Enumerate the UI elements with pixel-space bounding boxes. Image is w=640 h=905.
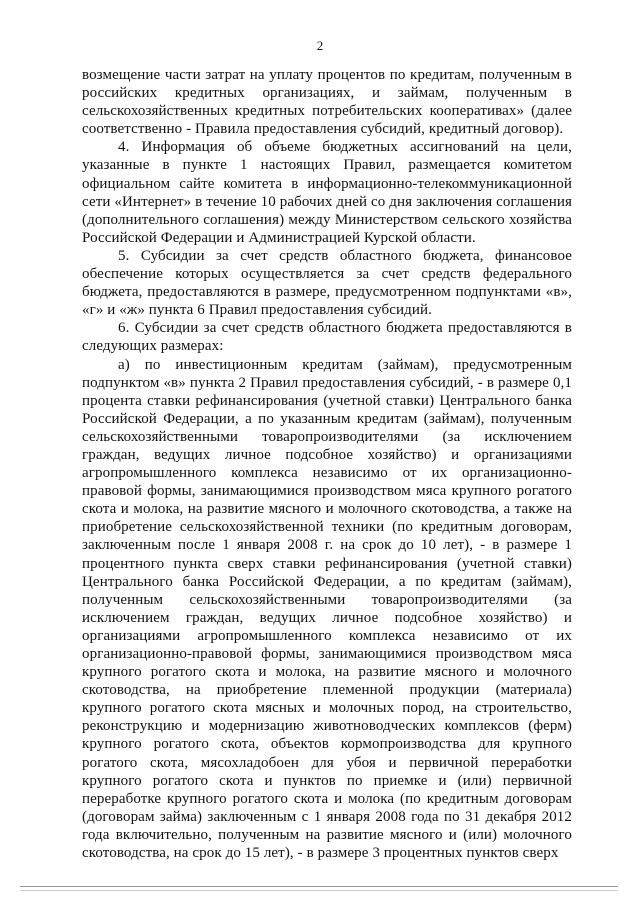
paragraph-continued: возмещение части затрат на уплату процентов по кредитам, полученным в российских кредитных организациях, и займам, полученным в сельскохозяйственных кредитных потребительских кооперативах» (далее соответственно - Правила предоставления субсидий, кредитный договор). <box>82 67 572 138</box>
scan-edge-line <box>20 886 618 887</box>
page-number: 2 <box>316 38 324 53</box>
paragraph-6a: а) по инвестиционным кредитам (займам), предусмотренным подпунктом «в» пункта 2 Правил предоставления субсидий, - в размере 0,1 процента ставки рефинансирования (учетной ставки) Центрального банка Российской Федерации, а по указанным кредитам (займам), полученным сельскохозяйственными товаропроизводителями (за исключением граждан, ведущих личное подсобное хозяйство) и организациями агропромышленного комплекса независимо от их организационно-правовой формы, занимающимися производством мяса крупного рогатого скота и молока, на развитие мясного и молочного скотоводства, а также на приобретение сельскохозяйственной техники (по кредитным договорам, заключенным после 1 января 2008 г. на срок до 10 лет), - в размере 1 процентного пункта сверх ставки рефинансирования (учетной ставки) Центрального банка Российской Федерации, а по кредитам (займам), полученным сельскохозяйственными товаропроизводителями (за исключением граждан, ведущих личное подсобное хозяйство) и организациями агропромышленного комплекса независимо от их организационно-правовой формы, занимающимися производством мяса крупного рогатого скота и молока, на развитие мясного и молочного скотоводства, на приобретение племенной продукции (материала) крупного рогатого скота мясных и молочных пород, на строительство, реконструкцию и модернизацию животноводческих комплексов (ферм) крупного рогатого скота, объектов кормопроизводства для крупного рогатого скота, мясохладобоен для убоя и первичной переработки крупного рогатого скота и пунктов по приемке и (или) первичной переработке крупного рогатого скота и молока (по кредитным договорам (договорам займа) заключенным с 1 января 2008 года по 31 декабря 2012 года включительно, полученным на развитие мясного и (или) молочного скотоводства, на срок до 15 лет), - в размере 3 процентных пунктов сверх <box>82 356 572 862</box>
document-body <box>82 66 572 862</box>
paragraph-4: 4. Информация об объеме бюджетных ассигнований на цели, указанные в пункте 1 настоящих Правил, размещается комитетом официальном сайте комитета в информационно-телекоммуникационной сети «Интернет» в течение 10 рабочих дней со дня заключения соглашения (дополнительного соглашения) между Министерством сельского хозяйства Российской Федерации и Администрацией Курской области. <box>82 139 572 246</box>
paragraph-6: 6. Субсидии за счет средств областного бюджета предоставляются в следующих размерах: <box>82 320 572 355</box>
paragraph-5: 5. Субсидии за счет средств областного бюджета, финансовое обеспечение которых осуществляется за счет средств федерального бюджета, предоставляются в размере, предусмотренном подпунктами «в», «г» и «ж» пункта 6 Правил предоставления субсидий. <box>82 247 572 319</box>
scan-edge-line-secondary <box>20 890 618 891</box>
